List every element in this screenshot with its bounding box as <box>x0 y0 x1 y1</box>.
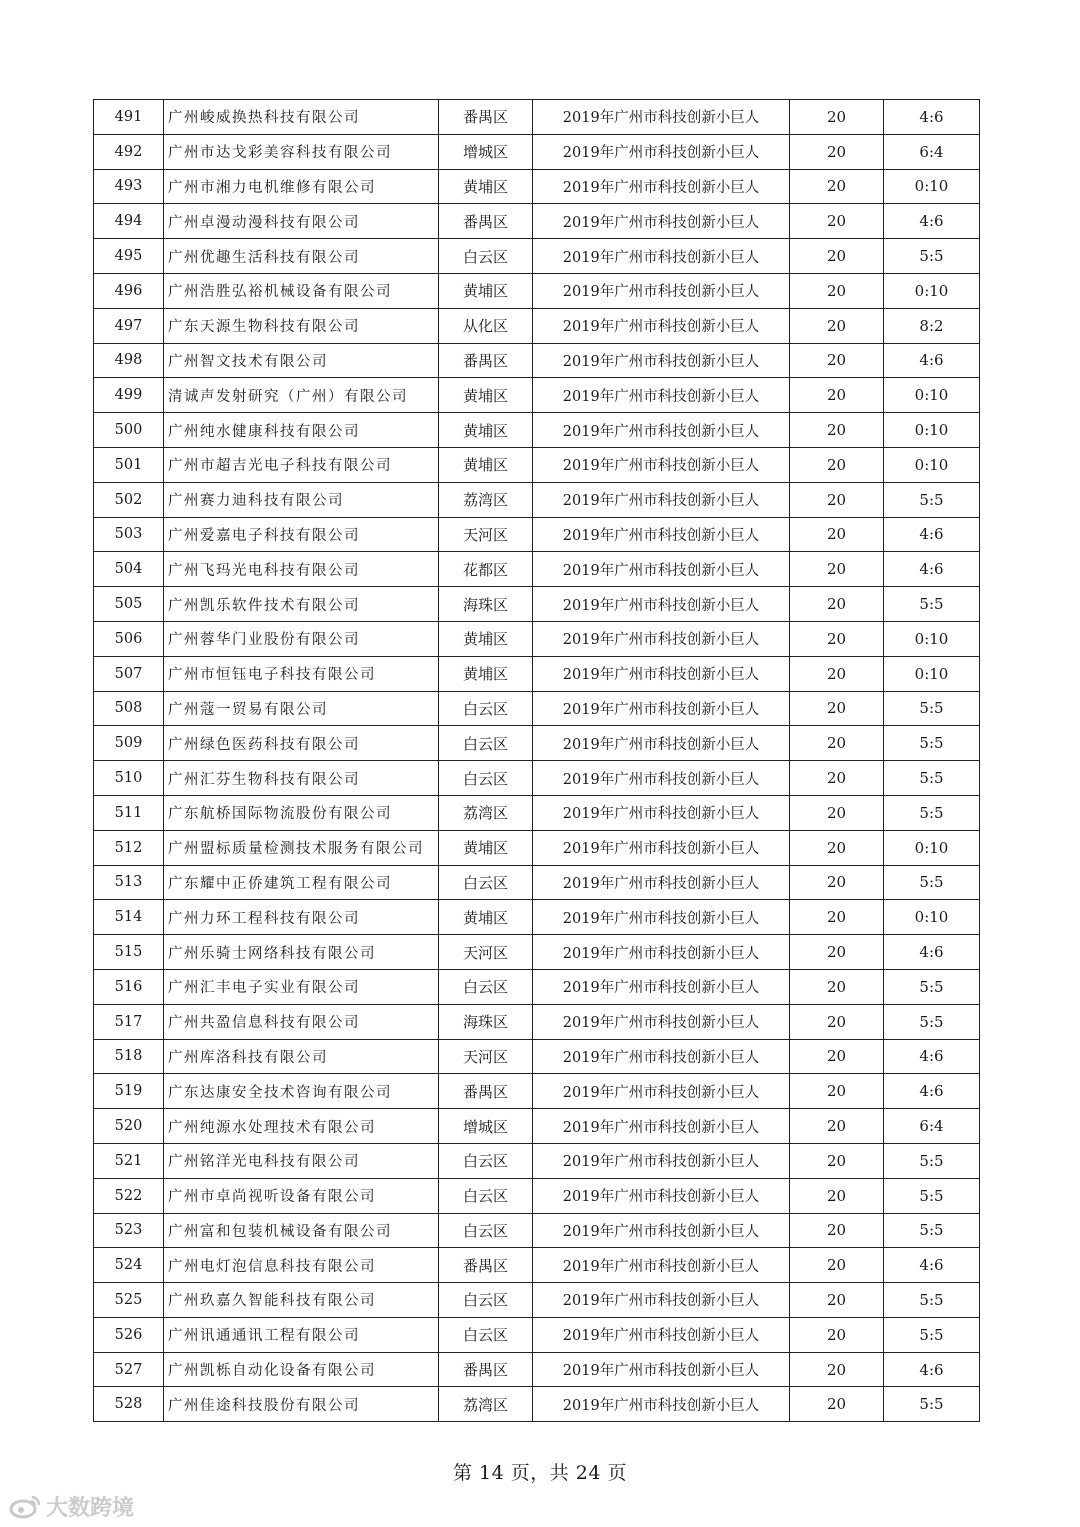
ratio-cell: 5:5 <box>884 482 980 517</box>
company-name-cell: 广州浩胜弘裕机械设备有限公司 <box>164 273 439 308</box>
district-cell: 海珠区 <box>439 587 533 622</box>
table-row <box>94 1352 980 1387</box>
ratio-cell: 0:10 <box>884 621 980 656</box>
row-number-cell: 506 <box>94 621 164 656</box>
company-name-cell: 广州库洛科技有限公司 <box>164 1039 439 1074</box>
table-row <box>94 1039 980 1074</box>
company-list-table <box>93 99 980 1422</box>
amount-cell: 20 <box>790 656 884 691</box>
district-cell: 白云区 <box>439 726 533 761</box>
company-name-cell: 广东达康安全技术咨询有限公司 <box>164 1074 439 1109</box>
district-cell: 从化区 <box>439 308 533 343</box>
district-cell: 番禺区 <box>439 100 533 135</box>
amount-cell: 20 <box>790 935 884 970</box>
program-name-cell: 2019年广州市科技创新小巨人 <box>533 447 790 482</box>
row-number-cell: 502 <box>94 482 164 517</box>
company-name-cell: 广州盟标质量检测技术服务有限公司 <box>164 830 439 865</box>
ratio-cell: 5:5 <box>884 1387 980 1422</box>
amount-cell: 20 <box>790 830 884 865</box>
table-row <box>94 239 980 274</box>
program-name-cell: 2019年广州市科技创新小巨人 <box>533 761 790 796</box>
amount-cell: 20 <box>790 1178 884 1213</box>
ratio-cell: 5:5 <box>884 726 980 761</box>
program-name-cell: 2019年广州市科技创新小巨人 <box>533 273 790 308</box>
district-cell: 黄埔区 <box>439 378 533 413</box>
ratio-cell: 5:5 <box>884 239 980 274</box>
program-name-cell: 2019年广州市科技创新小巨人 <box>533 830 790 865</box>
program-name-cell: 2019年广州市科技创新小巨人 <box>533 308 790 343</box>
ratio-cell: 0:10 <box>884 273 980 308</box>
amount-cell: 20 <box>790 134 884 169</box>
company-name-cell: 广州蓉华门业股份有限公司 <box>164 621 439 656</box>
table-row <box>94 726 980 761</box>
amount-cell: 20 <box>790 969 884 1004</box>
company-name-cell: 广州电灯泡信息科技有限公司 <box>164 1248 439 1283</box>
table-row <box>94 169 980 204</box>
ratio-cell: 0:10 <box>884 413 980 448</box>
company-name-cell: 广州赛力迪科技有限公司 <box>164 482 439 517</box>
amount-cell: 20 <box>790 169 884 204</box>
row-number-cell: 528 <box>94 1387 164 1422</box>
district-cell: 黄埔区 <box>439 273 533 308</box>
table-row <box>94 621 980 656</box>
district-cell: 白云区 <box>439 865 533 900</box>
page-footer: 第 14 页，共 24 页 <box>452 1462 627 1484</box>
district-cell: 天河区 <box>439 1039 533 1074</box>
ratio-cell: 5:5 <box>884 865 980 900</box>
row-number-cell: 525 <box>94 1283 164 1318</box>
amount-cell: 20 <box>790 1352 884 1387</box>
amount-cell: 20 <box>790 204 884 239</box>
amount-cell: 20 <box>790 1039 884 1074</box>
amount-cell: 20 <box>790 795 884 830</box>
table-row <box>94 1283 980 1318</box>
district-cell: 番禺区 <box>439 1074 533 1109</box>
district-cell: 白云区 <box>439 1213 533 1248</box>
ratio-cell: 4:6 <box>884 343 980 378</box>
company-name-cell: 广州优趣生活科技有限公司 <box>164 239 439 274</box>
company-name-cell: 广东耀中正侨建筑工程有限公司 <box>164 865 439 900</box>
row-number-cell: 493 <box>94 169 164 204</box>
program-name-cell: 2019年广州市科技创新小巨人 <box>533 482 790 517</box>
company-name-cell: 广州市达戈彩美容科技有限公司 <box>164 134 439 169</box>
row-number-cell: 519 <box>94 1074 164 1109</box>
row-number-cell: 521 <box>94 1143 164 1178</box>
program-name-cell: 2019年广州市科技创新小巨人 <box>533 621 790 656</box>
row-number-cell: 512 <box>94 830 164 865</box>
company-name-cell: 广州飞玛光电科技有限公司 <box>164 552 439 587</box>
district-cell: 白云区 <box>439 691 533 726</box>
row-number-cell: 503 <box>94 517 164 552</box>
amount-cell: 20 <box>790 726 884 761</box>
amount-cell: 20 <box>790 621 884 656</box>
row-number-cell: 515 <box>94 935 164 970</box>
table-row <box>94 308 980 343</box>
watermark-text: 大数跨境 <box>46 1495 135 1521</box>
ratio-cell: 0:10 <box>884 447 980 482</box>
amount-cell: 20 <box>790 517 884 552</box>
district-cell: 白云区 <box>439 1178 533 1213</box>
district-cell: 荔湾区 <box>439 482 533 517</box>
amount-cell: 20 <box>790 482 884 517</box>
table-row <box>94 447 980 482</box>
amount-cell: 20 <box>790 1317 884 1352</box>
company-name-cell: 广州汇丰电子实业有限公司 <box>164 969 439 1004</box>
amount-cell: 20 <box>790 1109 884 1144</box>
program-name-cell: 2019年广州市科技创新小巨人 <box>533 1352 790 1387</box>
row-number-cell: 513 <box>94 865 164 900</box>
company-name-cell: 广东天源生物科技有限公司 <box>164 308 439 343</box>
table-row <box>94 134 980 169</box>
program-name-cell: 2019年广州市科技创新小巨人 <box>533 1317 790 1352</box>
ratio-cell: 4:6 <box>884 935 980 970</box>
amount-cell: 20 <box>790 1248 884 1283</box>
row-number-cell: 511 <box>94 795 164 830</box>
amount-cell: 20 <box>790 1283 884 1318</box>
company-name-cell: 广州卓漫动漫科技有限公司 <box>164 204 439 239</box>
ratio-cell: 0:10 <box>884 378 980 413</box>
table-row <box>94 273 980 308</box>
program-name-cell: 2019年广州市科技创新小巨人 <box>533 935 790 970</box>
row-number-cell: 494 <box>94 204 164 239</box>
district-cell: 荔湾区 <box>439 1387 533 1422</box>
amount-cell: 20 <box>790 413 884 448</box>
row-number-cell: 518 <box>94 1039 164 1074</box>
table-row <box>94 656 980 691</box>
table-row <box>94 900 980 935</box>
company-name-cell: 广州汇芬生物科技有限公司 <box>164 761 439 796</box>
amount-cell: 20 <box>790 691 884 726</box>
district-cell: 天河区 <box>439 935 533 970</box>
ratio-cell: 5:5 <box>884 761 980 796</box>
table-row <box>94 830 980 865</box>
row-number-cell: 526 <box>94 1317 164 1352</box>
company-name-cell: 广州绿色医药科技有限公司 <box>164 726 439 761</box>
program-name-cell: 2019年广州市科技创新小巨人 <box>533 1283 790 1318</box>
row-number-cell: 505 <box>94 587 164 622</box>
ratio-cell: 5:5 <box>884 1004 980 1039</box>
amount-cell: 20 <box>790 308 884 343</box>
district-cell: 黄埔区 <box>439 447 533 482</box>
row-number-cell: 497 <box>94 308 164 343</box>
table-row <box>94 552 980 587</box>
district-cell: 番禺区 <box>439 343 533 378</box>
program-name-cell: 2019年广州市科技创新小巨人 <box>533 100 790 135</box>
program-name-cell: 2019年广州市科技创新小巨人 <box>533 239 790 274</box>
program-name-cell: 2019年广州市科技创新小巨人 <box>533 691 790 726</box>
program-name-cell: 2019年广州市科技创新小巨人 <box>533 900 790 935</box>
company-name-cell: 广州讯通通讯工程有限公司 <box>164 1317 439 1352</box>
table-row <box>94 100 980 135</box>
district-cell: 番禺区 <box>439 1352 533 1387</box>
company-name-cell: 广州峻威换热科技有限公司 <box>164 100 439 135</box>
row-number-cell: 508 <box>94 691 164 726</box>
ratio-cell: 0:10 <box>884 169 980 204</box>
table-row <box>94 1074 980 1109</box>
district-cell: 花都区 <box>439 552 533 587</box>
amount-cell: 20 <box>790 1143 884 1178</box>
company-name-cell: 广州市恒钰电子科技有限公司 <box>164 656 439 691</box>
program-name-cell: 2019年广州市科技创新小巨人 <box>533 656 790 691</box>
ratio-cell: 5:5 <box>884 691 980 726</box>
ratio-cell: 5:5 <box>884 1213 980 1248</box>
ratio-cell: 4:6 <box>884 1248 980 1283</box>
amount-cell: 20 <box>790 378 884 413</box>
row-number-cell: 524 <box>94 1248 164 1283</box>
table-body <box>94 100 980 1422</box>
ratio-cell: 0:10 <box>884 830 980 865</box>
district-cell: 增城区 <box>439 1109 533 1144</box>
amount-cell: 20 <box>790 900 884 935</box>
program-name-cell: 2019年广州市科技创新小巨人 <box>533 169 790 204</box>
ratio-cell: 0:10 <box>884 900 980 935</box>
program-name-cell: 2019年广州市科技创新小巨人 <box>533 134 790 169</box>
company-name-cell: 广州玖嘉久智能科技有限公司 <box>164 1283 439 1318</box>
program-name-cell: 2019年广州市科技创新小巨人 <box>533 1213 790 1248</box>
table-row <box>94 865 980 900</box>
row-number-cell: 522 <box>94 1178 164 1213</box>
row-number-cell: 516 <box>94 969 164 1004</box>
amount-cell: 20 <box>790 100 884 135</box>
watermark <box>8 1489 134 1523</box>
table-row <box>94 343 980 378</box>
amount-cell: 20 <box>790 447 884 482</box>
company-name-cell: 广州凯栎自动化设备有限公司 <box>164 1352 439 1387</box>
amount-cell: 20 <box>790 1387 884 1422</box>
row-number-cell: 517 <box>94 1004 164 1039</box>
company-name-cell: 广州力环工程科技有限公司 <box>164 900 439 935</box>
ratio-cell: 5:5 <box>884 969 980 1004</box>
table-row <box>94 1109 980 1144</box>
table-row <box>94 482 980 517</box>
amount-cell: 20 <box>790 239 884 274</box>
row-number-cell: 520 <box>94 1109 164 1144</box>
ratio-cell: 4:6 <box>884 517 980 552</box>
district-cell: 天河区 <box>439 517 533 552</box>
amount-cell: 20 <box>790 761 884 796</box>
program-name-cell: 2019年广州市科技创新小巨人 <box>533 795 790 830</box>
program-name-cell: 2019年广州市科技创新小巨人 <box>533 204 790 239</box>
amount-cell: 20 <box>790 1074 884 1109</box>
program-name-cell: 2019年广州市科技创新小巨人 <box>533 378 790 413</box>
row-number-cell: 514 <box>94 900 164 935</box>
table-row <box>94 204 980 239</box>
table-row <box>94 795 980 830</box>
row-number-cell: 496 <box>94 273 164 308</box>
row-number-cell: 507 <box>94 656 164 691</box>
program-name-cell: 2019年广州市科技创新小巨人 <box>533 587 790 622</box>
company-name-cell: 清诚声发射研究（广州）有限公司 <box>164 378 439 413</box>
ratio-cell: 4:6 <box>884 204 980 239</box>
district-cell: 番禺区 <box>439 1248 533 1283</box>
district-cell: 白云区 <box>439 239 533 274</box>
table-row <box>94 1004 980 1039</box>
ratio-cell: 4:6 <box>884 1074 980 1109</box>
table-row <box>94 517 980 552</box>
company-name-cell: 广州市卓尚视听设备有限公司 <box>164 1178 439 1213</box>
district-cell: 增城区 <box>439 134 533 169</box>
amount-cell: 20 <box>790 273 884 308</box>
company-name-cell: 广州爱嘉电子科技有限公司 <box>164 517 439 552</box>
table-row <box>94 1178 980 1213</box>
district-cell: 黄埔区 <box>439 169 533 204</box>
program-name-cell: 2019年广州市科技创新小巨人 <box>533 1387 790 1422</box>
table-row <box>94 1248 980 1283</box>
company-name-cell: 广州富和包装机械设备有限公司 <box>164 1213 439 1248</box>
row-number-cell: 504 <box>94 552 164 587</box>
district-cell: 白云区 <box>439 969 533 1004</box>
ratio-cell: 4:6 <box>884 100 980 135</box>
amount-cell: 20 <box>790 1004 884 1039</box>
company-name-cell: 广州铭洋光电科技有限公司 <box>164 1143 439 1178</box>
program-name-cell: 2019年广州市科技创新小巨人 <box>533 1109 790 1144</box>
company-name-cell: 广州纯水健康科技有限公司 <box>164 413 439 448</box>
amount-cell: 20 <box>790 552 884 587</box>
ratio-cell: 6:4 <box>884 1109 980 1144</box>
table-row <box>94 1387 980 1422</box>
program-name-cell: 2019年广州市科技创新小巨人 <box>533 343 790 378</box>
program-name-cell: 2019年广州市科技创新小巨人 <box>533 1004 790 1039</box>
company-name-cell: 广州乐骑士网络科技有限公司 <box>164 935 439 970</box>
company-name-cell: 广州凯乐软件技术有限公司 <box>164 587 439 622</box>
ratio-cell: 5:5 <box>884 795 980 830</box>
row-number-cell: 491 <box>94 100 164 135</box>
ratio-cell: 5:5 <box>884 1143 980 1178</box>
row-number-cell: 495 <box>94 239 164 274</box>
district-cell: 黄埔区 <box>439 621 533 656</box>
district-cell: 黄埔区 <box>439 900 533 935</box>
amount-cell: 20 <box>790 587 884 622</box>
table-row <box>94 691 980 726</box>
table-row <box>94 1317 980 1352</box>
program-name-cell: 2019年广州市科技创新小巨人 <box>533 865 790 900</box>
weibo-logo-icon <box>8 1493 42 1519</box>
program-name-cell: 2019年广州市科技创新小巨人 <box>533 1248 790 1283</box>
row-number-cell: 509 <box>94 726 164 761</box>
company-name-cell: 广州蔻一贸易有限公司 <box>164 691 439 726</box>
table-row <box>94 587 980 622</box>
table-row <box>94 413 980 448</box>
row-number-cell: 499 <box>94 378 164 413</box>
row-number-cell: 500 <box>94 413 164 448</box>
program-name-cell: 2019年广州市科技创新小巨人 <box>533 1178 790 1213</box>
company-name-cell: 广东航桥国际物流股份有限公司 <box>164 795 439 830</box>
district-cell: 荔湾区 <box>439 795 533 830</box>
row-number-cell: 492 <box>94 134 164 169</box>
program-name-cell: 2019年广州市科技创新小巨人 <box>533 969 790 1004</box>
table-row <box>94 1213 980 1248</box>
district-cell: 白云区 <box>439 1317 533 1352</box>
table-row <box>94 1143 980 1178</box>
row-number-cell: 501 <box>94 447 164 482</box>
district-cell: 黄埔区 <box>439 656 533 691</box>
ratio-cell: 5:5 <box>884 587 980 622</box>
program-name-cell: 2019年广州市科技创新小巨人 <box>533 517 790 552</box>
company-name-cell: 广州纯源水处理技术有限公司 <box>164 1109 439 1144</box>
district-cell: 黄埔区 <box>439 413 533 448</box>
company-name-cell: 广州佳途科技股份有限公司 <box>164 1387 439 1422</box>
ratio-cell: 4:6 <box>884 1039 980 1074</box>
district-cell: 黄埔区 <box>439 830 533 865</box>
program-name-cell: 2019年广州市科技创新小巨人 <box>533 726 790 761</box>
program-name-cell: 2019年广州市科技创新小巨人 <box>533 1143 790 1178</box>
ratio-cell: 4:6 <box>884 552 980 587</box>
ratio-cell: 6:4 <box>884 134 980 169</box>
program-name-cell: 2019年广州市科技创新小巨人 <box>533 552 790 587</box>
ratio-cell: 0:10 <box>884 656 980 691</box>
table-row <box>94 969 980 1004</box>
row-number-cell: 527 <box>94 1352 164 1387</box>
program-name-cell: 2019年广州市科技创新小巨人 <box>533 1074 790 1109</box>
row-number-cell: 498 <box>94 343 164 378</box>
district-cell: 海珠区 <box>439 1004 533 1039</box>
row-number-cell: 510 <box>94 761 164 796</box>
amount-cell: 20 <box>790 1213 884 1248</box>
ratio-cell: 5:5 <box>884 1283 980 1318</box>
program-name-cell: 2019年广州市科技创新小巨人 <box>533 1039 790 1074</box>
table-row <box>94 761 980 796</box>
company-name-cell: 广州市超吉光电子科技有限公司 <box>164 447 439 482</box>
ratio-cell: 5:5 <box>884 1178 980 1213</box>
district-cell: 番禺区 <box>439 204 533 239</box>
row-number-cell: 523 <box>94 1213 164 1248</box>
company-name-cell: 广州市湘力电机维修有限公司 <box>164 169 439 204</box>
amount-cell: 20 <box>790 865 884 900</box>
company-name-cell: 广州智文技术有限公司 <box>164 343 439 378</box>
table-row <box>94 935 980 970</box>
ratio-cell: 8:2 <box>884 308 980 343</box>
district-cell: 白云区 <box>439 1283 533 1318</box>
ratio-cell: 5:5 <box>884 1317 980 1352</box>
company-name-cell: 广州共盈信息科技有限公司 <box>164 1004 439 1039</box>
district-cell: 白云区 <box>439 1143 533 1178</box>
program-name-cell: 2019年广州市科技创新小巨人 <box>533 413 790 448</box>
district-cell: 白云区 <box>439 761 533 796</box>
amount-cell: 20 <box>790 343 884 378</box>
table-row <box>94 378 980 413</box>
ratio-cell: 4:6 <box>884 1352 980 1387</box>
